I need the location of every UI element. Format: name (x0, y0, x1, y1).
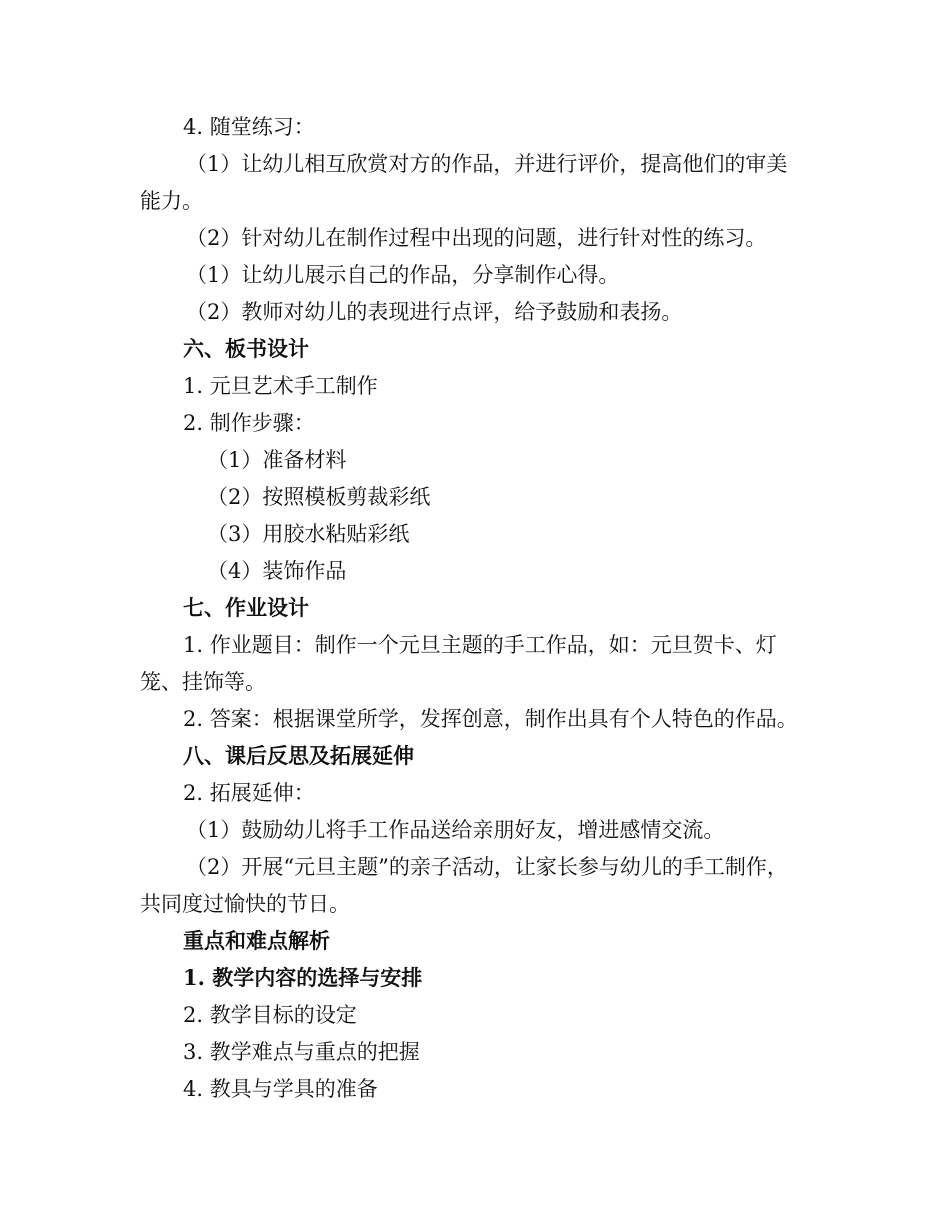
analysis-item: 2. 教学目标的设定 (183, 1003, 357, 1027)
section-heading-reflection: 八、课后反思及拓展延伸 (183, 743, 414, 768)
extension-subitem: （2）开展“元旦主题”的亲子活动，让家长参与幼儿的手工制作， (186, 855, 788, 879)
section-heading-homework-design: 七、作业设计 (183, 595, 309, 620)
list-item: 1. 元旦艺术手工制作 (183, 374, 378, 398)
analysis-item: 1. 教学内容的选择与安排 (183, 965, 423, 990)
analysis-item: 4. 教具与学具的准备 (183, 1077, 378, 1101)
practice-heading: 4. 随堂练习： (183, 115, 315, 139)
homework-answer: 2. 答案：根据课堂所学，发挥创意，制作出具有个人特色的作品。 (183, 707, 798, 731)
extension-subitem: （1）鼓励幼儿将手工作品送给亲朋好友，增进感情交流。 (186, 818, 725, 842)
analysis-heading: 重点和难点解析 (183, 928, 330, 953)
step-item: （4）装饰作品 (207, 559, 347, 583)
analysis-item: 3. 教学难点与重点的把握 (183, 1040, 420, 1064)
practice-item: （1）让幼儿展示自己的作品，分享制作心得。 (186, 263, 620, 287)
section-heading-blackboard-design: 六、板书设计 (183, 336, 309, 361)
homework-item: 1. 作业题目：制作一个元旦主题的手工作品，如：元旦贺卡、灯 (183, 633, 777, 657)
homework-item-continuation: 笼、挂饰等。 (140, 670, 266, 694)
extension-item: 2. 拓展延伸： (183, 781, 315, 805)
step-item: （1）准备材料 (207, 448, 347, 472)
practice-item: （2）针对幼儿在制作过程中出现的问题，进行针对性的练习。 (186, 226, 767, 250)
practice-item: （2）教师对幼儿的表现进行点评，给予鼓励和表扬。 (186, 300, 683, 324)
extension-subitem-continuation: 共同度过愉快的节日。 (140, 892, 350, 916)
practice-item-continuation: 能力。 (140, 189, 203, 213)
practice-item: （1）让幼儿相互欣赏对方的作品，并进行评价，提高他们的审美 (186, 152, 788, 176)
list-item: 2. 制作步骤： (183, 411, 315, 435)
step-item: （3）用胶水粘贴彩纸 (207, 522, 410, 546)
step-item: （2）按照模板剪裁彩纸 (207, 485, 431, 509)
